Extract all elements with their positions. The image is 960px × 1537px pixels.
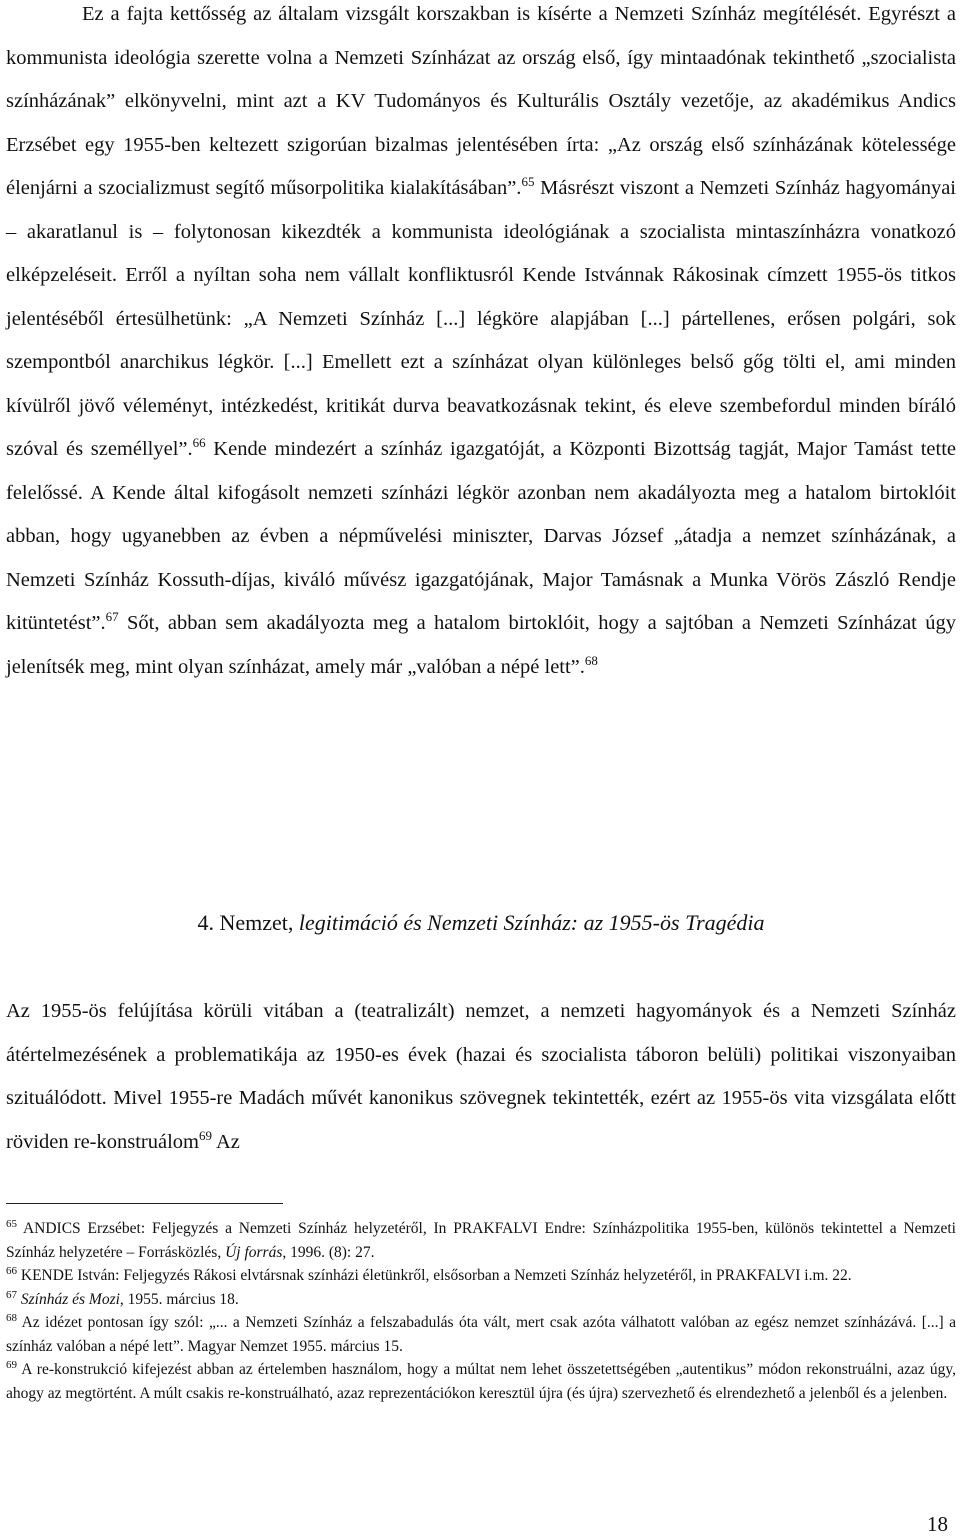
footnote-italic: Színház és Mozi bbox=[20, 1290, 120, 1308]
body-paragraph-1 bbox=[6, 0, 956, 689]
footnote-66 bbox=[6, 1264, 956, 1288]
paragraph-1-part-1: Ez a fajta kettősség az általam vizsgált korszakban is kísérte a Nemzeti Színház megítélését. Egyrészt a kommunista ideológia szerette volna a Nemzeti Színházat az ország első, így mintaadónak tekinthető „szocialista színházának” elkönyvelni, mint azt a KV Tudományos és Kulturális Osztály vezetője, az akadémikus Andics Erzsébet egy 1955-ben keltezett szigorúan bizalmas jelentésében írta: „Az ország első színházának kötelessége élenjárni a szocializmust segítő műsorpolitika kialakításában”. bbox=[6, 3, 956, 199]
page-number: 18 bbox=[927, 1512, 948, 1536]
footnote-ref-68[interactable]: 68 bbox=[584, 652, 598, 668]
section-heading bbox=[6, 903, 956, 943]
footnote-divider bbox=[6, 1203, 283, 1204]
footnote-text: A re-konstrukció kifejezést abban az értelemben használom, hogy a múltat nem lehet összetettségében „autentikus” módon rekonstruálni, azaz úgy, ahogy az megtörtént. A múlt csakis re-konstruálható, azaz reprezentációkon keresztül újra (és újra) szervezhető és elrendezhető a jelenből és a jelenben. bbox=[6, 1361, 956, 1402]
footnote-ref-66[interactable]: 66 bbox=[192, 435, 206, 451]
footnote-text: Az idézet pontosan így szól: „... a Nemzeti Színház a felszabadulás óta vált, mert csak azóta válhatott valóban az egész nemzet színházává. [...] a színház valóban a népé lett”. Magyar Nemzet 1955. március 15. bbox=[6, 1314, 956, 1355]
footnote-65 bbox=[6, 1217, 956, 1264]
footnote-69 bbox=[6, 1358, 956, 1405]
footnote-text-end: , 1996. (8): 27. bbox=[282, 1243, 375, 1261]
footnote-number: 68 bbox=[6, 1311, 17, 1324]
paragraph-1-part-4: Sőt, abban sem akadályozta meg a hatalom birtoklóit, hogy a sajtóban a Nemzeti Színházat úgy jelenítsék meg, mint olyan színházat, amely már „valóban a népé lett”. bbox=[6, 612, 956, 678]
footnote-text-end: , 1955. március 18. bbox=[119, 1290, 239, 1308]
paragraph-1-part-3: Kende mindezért a színház igazgatóját, a Központi Bizottság tagját, Major Tamást tette felelőssé. A Kende által kifogásolt nemzeti színházi légkör azonban nem akadályozta meg a hatalom birtoklóit abban, hogy ugyanebben az évben a népművelési miniszter, Darvas József „átadja a nemzet színházának, a Nemzeti Színház Kossuth-díjas, kiváló művész igazgatójának, Major Tamásnak a Munka Vörös Zászló Rendje kitüntetést”. bbox=[6, 438, 956, 634]
footnote-ref-69[interactable]: 69 bbox=[199, 1127, 212, 1143]
heading-italic: legitimáció és Nemzeti Színház: az 1955-ös Tragédia bbox=[298, 910, 765, 935]
footnote-italic: Új forrás bbox=[225, 1243, 283, 1261]
footnote-67 bbox=[6, 1288, 956, 1312]
footnotes bbox=[6, 1217, 956, 1405]
heading-prefix: 4. Nemzet, bbox=[197, 910, 299, 935]
footnote-number: 66 bbox=[6, 1264, 17, 1277]
footnote-number: 65 bbox=[6, 1217, 17, 1230]
footnote-number: 69 bbox=[6, 1358, 17, 1371]
footnote-number: 67 bbox=[6, 1288, 17, 1301]
body-paragraph-2 bbox=[6, 990, 956, 1164]
footnote-ref-67[interactable]: 67 bbox=[105, 609, 119, 625]
paragraph-2-tail: Az bbox=[212, 1130, 240, 1153]
footnote-68 bbox=[6, 1311, 956, 1358]
footnote-text: KENDE István: Feljegyzés Rákosi elvtársnak színházi életünkről, elsősorban a Nemzeti Színház helyzetéről, in PRAKFALVI i.m. 22. bbox=[20, 1267, 852, 1284]
footnote-text: ANDICS Erzsébet: Feljegyzés a Nemzeti Színház helyzetéről, In PRAKFALVI Endre: Színházpolitika 1955-ben, különös tekintettel a Nemzeti Színház helyzetére ‒ Forrásközlés, bbox=[6, 1220, 956, 1261]
paragraph-2-text: Az 1955-ös felújítása körüli vitában a (teatralizált) nemzet, a nemzeti hagyományok és a Nemzeti Színház átértelmezésének a problematikája az 1950-es évek (hazai és szocialista táboron belüli) politikai viszonyaiban szituálódott. Mivel 1955-re Madách művét kanonikus szövegnek tekintették, ezért az 1955-ös vita vizsgálata előtt röviden re-konstruálom bbox=[6, 1000, 956, 1153]
paragraph-1-part-2: Másrészt viszont a Nemzeti Színház hagyományai ‒ akaratlanul is ‒ folytonosan kikezdték a kommunista ideológiának a szocialista mintaszínházra vonatkozó elképzeléseit. Erről a nyíltan soha nem vállalt konfliktusról Kende Istvánnak Rákosinak címzett 1955-ös titkos jelentéséből értesülhetünk: „A Nemzeti Színház [...] légköre alapjában [...] pártellenes, erősen polgári, sok szempontból anarchikus légkör. [...] Emellett ezt a színházat olyan különleges belső gőg tölti el, ami minden kívülről jövő véleményt, intézkedést, kritikát durva beavatkozásnak tekint, és eleve szembefordul minden bíráló szóval és személlyel”. bbox=[6, 177, 956, 460]
footnote-ref-65[interactable]: 65 bbox=[521, 174, 535, 190]
